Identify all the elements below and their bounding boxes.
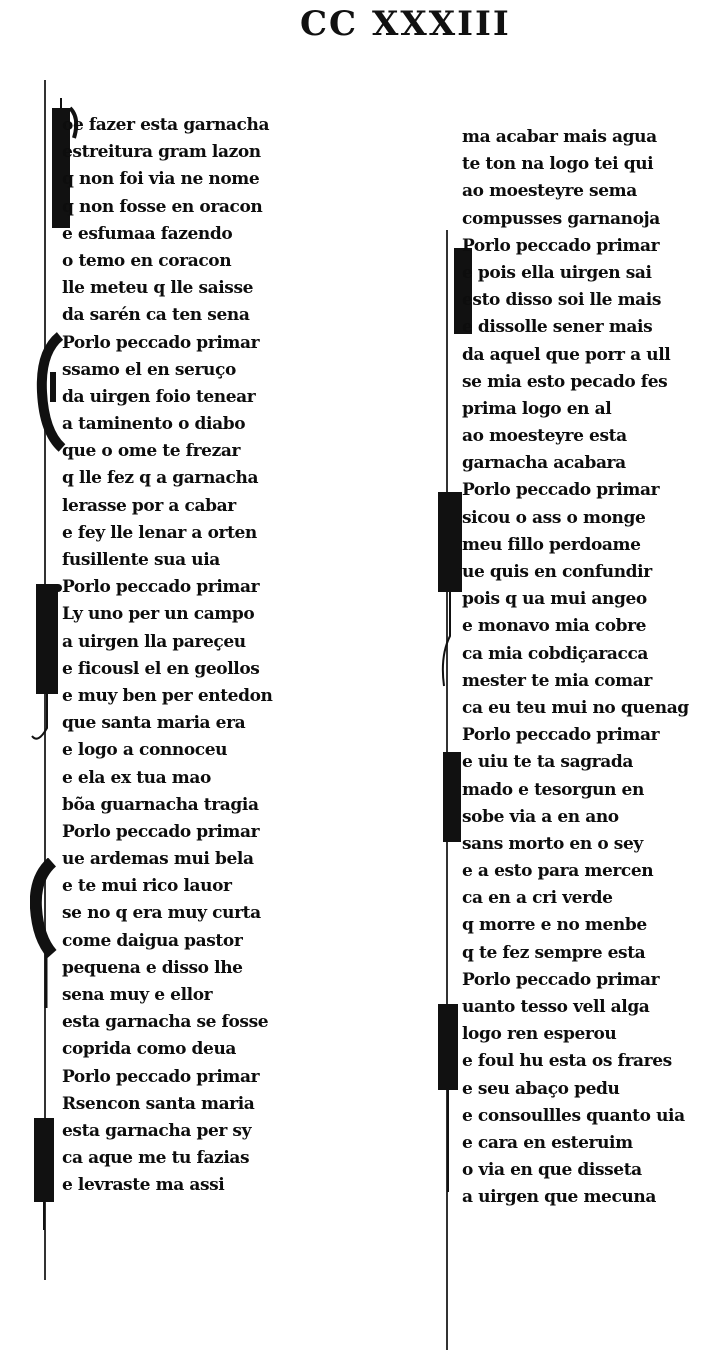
text-line: sans morto en o sey: [462, 833, 643, 854]
text-line: e fey lle lenar a orten: [62, 522, 257, 543]
text-line: e logo a connoceu: [62, 740, 228, 761]
text-line: lle meteu q lle saisse: [62, 278, 254, 299]
text-line: pequena e disso lhe: [62, 957, 243, 978]
text-line: ma acabar mais agua: [462, 127, 657, 147]
text-line: q non foi via ne nome: [62, 169, 260, 190]
text-line: Porlo peccado primar: [462, 480, 660, 501]
text-line: ue ardemas mui bela: [62, 849, 254, 870]
text-line: te ton na logo tei qui: [462, 154, 654, 175]
text-line: Porlo peccado primar: [62, 821, 260, 842]
text-line: e uiu te ta sagrada: [462, 752, 633, 773]
text-line: a uirgen que mecuna: [462, 1187, 656, 1208]
text-line: esto disso soi lle mais: [462, 290, 662, 311]
text-line: Ly uno per un campo: [62, 604, 255, 625]
text-line: e monavo mia cobre: [462, 616, 647, 637]
text-line: e levraste ma assi: [62, 1175, 225, 1196]
text-line: ue quis en confundir: [462, 562, 652, 582]
text-line: e esfumaa fazendo: [62, 223, 233, 244]
text-line: estreitura gram lazon: [62, 142, 261, 163]
text-line: fusillente sua uia: [62, 550, 220, 570]
text-line: Porlo peccado primar: [62, 332, 260, 353]
text-line: garnacha acabara: [462, 453, 626, 474]
text-line: da uirgen foio tenear: [62, 386, 256, 407]
text-line: mester te mia comar: [462, 670, 652, 691]
text-line: e ficousl el en geollos: [62, 658, 260, 679]
text-line: q non fosse en oracon: [62, 196, 263, 217]
initial-ornament: [28, 1112, 62, 1232]
text-line: o via en que disseta: [462, 1160, 642, 1181]
text-line: come daigua pastor: [62, 930, 243, 951]
right-text-column: [462, 124, 694, 1212]
text-line: ao moesteyre sema: [462, 181, 637, 202]
text-line: e pois ella uirgen sai: [462, 262, 652, 283]
text-line: que o ome te frezar: [62, 441, 240, 462]
text-line: Porlo peccado primar: [62, 1066, 260, 1087]
text-line: bõa guarnacha tragia: [62, 794, 259, 815]
text-line: prima logo en al: [462, 398, 612, 419]
text-line: sobe via a en ano: [462, 806, 619, 827]
folio-number: CC XXXIII: [300, 4, 511, 44]
text-line: Porlo peccado primar: [462, 235, 660, 256]
text-line: Porlo peccado primar: [462, 725, 660, 746]
text-line: esta garnacha se fosse: [62, 1012, 269, 1033]
text-line: e consoullles quanto uia: [462, 1105, 685, 1126]
text-line: q te fez sempre esta: [462, 942, 646, 963]
initial-ornament: [434, 996, 464, 1196]
text-line: e dissolle sener mais: [462, 317, 653, 338]
text-line: ssamo el en seruço: [62, 359, 236, 380]
text-line: que santa maria era: [62, 713, 246, 734]
text-line: se mia esto pecado fes: [462, 371, 668, 392]
text-line: e foul hu esta os frares: [462, 1051, 672, 1072]
text-line: a uirgen lla pareçeu: [62, 631, 246, 652]
text-line: ao moesteyre esta: [462, 426, 627, 447]
text-line: e a esto para mercen: [462, 861, 654, 882]
text-line: e te mui rico lauor: [62, 876, 232, 897]
text-line: se no q era muy curta: [62, 903, 261, 924]
text-line: sicou o ass o monge: [462, 507, 646, 528]
text-line: q morre e no menbe: [462, 915, 647, 936]
text-line: Porlo peccado primar: [462, 969, 660, 990]
text-line: mado e tesorgun en: [462, 779, 644, 800]
text-line: Rsencon santa maria: [62, 1093, 255, 1114]
text-line: da sarén ca ten sena: [62, 305, 250, 326]
text-line: e ela ex tua mao: [62, 767, 211, 788]
text-line: coprida como deua: [62, 1039, 237, 1060]
text-line: compusses garnanoja: [462, 208, 660, 229]
initial-ornament: [28, 568, 66, 748]
text-line: a taminento o diabo: [62, 414, 246, 435]
initial-ornament: [30, 858, 64, 1018]
text-line: ca mia cobdiçaracca: [462, 643, 649, 664]
left-text-column: [62, 112, 302, 1200]
text-line: ca eu teu mui no quenag: [462, 697, 689, 718]
text-line: da aquel que porr a ull: [462, 344, 671, 365]
text-line: ca en a cri verde: [462, 888, 613, 909]
text-line: oe fazer esta garnacha: [62, 115, 270, 135]
text-line: Porlo peccado primar: [62, 577, 260, 598]
text-line: e cara en esteruim: [462, 1132, 633, 1153]
text-line: uanto tesso vell alga: [462, 997, 650, 1017]
text-line: e seu abaço pedu: [462, 1078, 620, 1099]
text-line: o temo en coracon: [62, 250, 232, 271]
text-line: logo ren esperou: [462, 1024, 617, 1045]
text-line: sena muy e ellor: [62, 985, 213, 1005]
text-line: esta garnacha per sy: [62, 1120, 252, 1141]
text-line: q lle fez q a garnacha: [62, 468, 259, 489]
text-line: ca aque me tu fazias: [62, 1148, 250, 1169]
text-line: pois q ua mui angeo: [462, 589, 647, 610]
text-line: meu fillo perdoame: [462, 534, 641, 555]
text-line: e muy ben per entedon: [62, 685, 273, 706]
text-line: lerasse por a cabar: [62, 495, 236, 516]
